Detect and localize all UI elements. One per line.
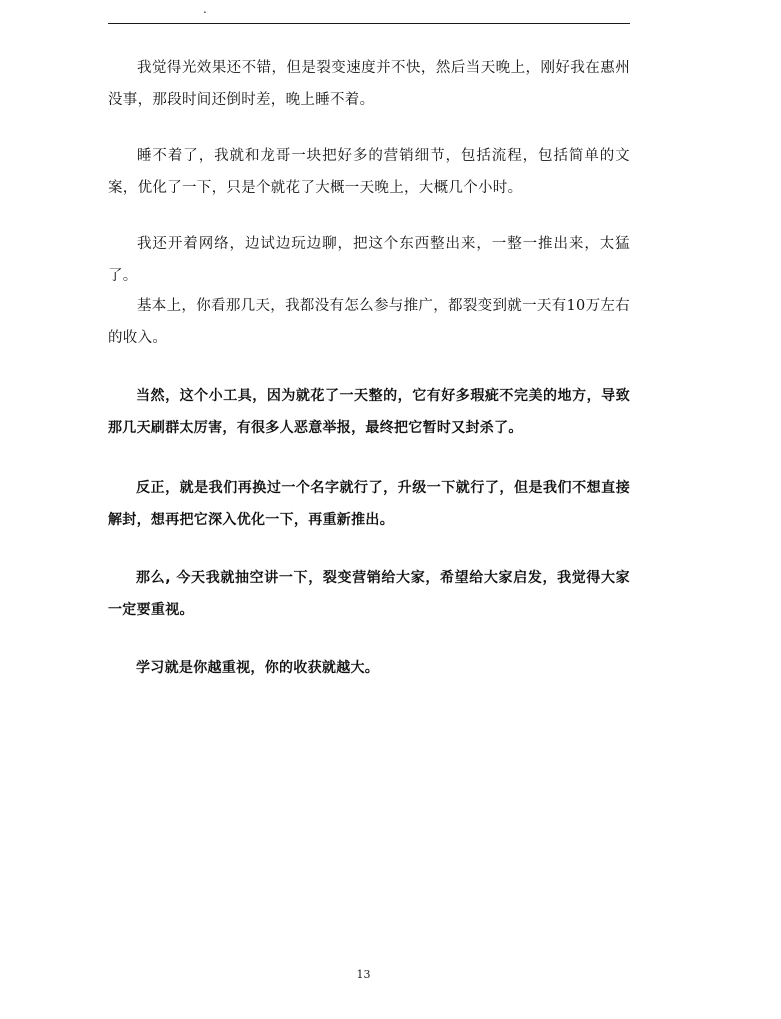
paragraph: 睡不着了，我就和龙哥一块把好多的营销细节，包括流程，包括简单的文案，优化了一下，只是个就花了大概一天晚上，大概几个小时。 [108, 148, 630, 196]
header-mark: . [203, 2, 207, 16]
paragraph-bold: 当然，这个小工具，因为就花了一天整的，它有好多瑕疵不完美的地方，导致那几天刷群太厉害，有很多人恶意举报，最终把它暂时又封杀了。 [108, 388, 630, 436]
header-rule [108, 23, 630, 24]
paragraph: 基本上，你看那几天，我都没有怎么参与推广，都裂变到就一天有10万左右的收入。 [108, 298, 630, 346]
paragraph-bold: 学习就是你越重视，你的收获就越大。 [136, 660, 380, 676]
paragraph-bold: 那么, 今天我就抽空讲一下，裂变营销给大家，希望给大家启发，我觉得大家一定要重视。 [108, 570, 630, 618]
paragraph: 我还开着网络，边试边玩边聊，把这个东西整出来，一整一推出来，太猛了。 [108, 236, 630, 284]
paragraph-bold: 反正，就是我们再换过一个名字就行了，升级一下就行了，但是我们不想直接解封，想再把它深入优化一下，再重新推出。 [108, 480, 630, 528]
page-number: 13 [356, 968, 371, 981]
paragraph: 我觉得光效果还不错，但是裂变速度并不快，然后当天晚上，刚好我在惠州没事，那段时间还倒时差，晚上睡不着。 [108, 60, 630, 108]
